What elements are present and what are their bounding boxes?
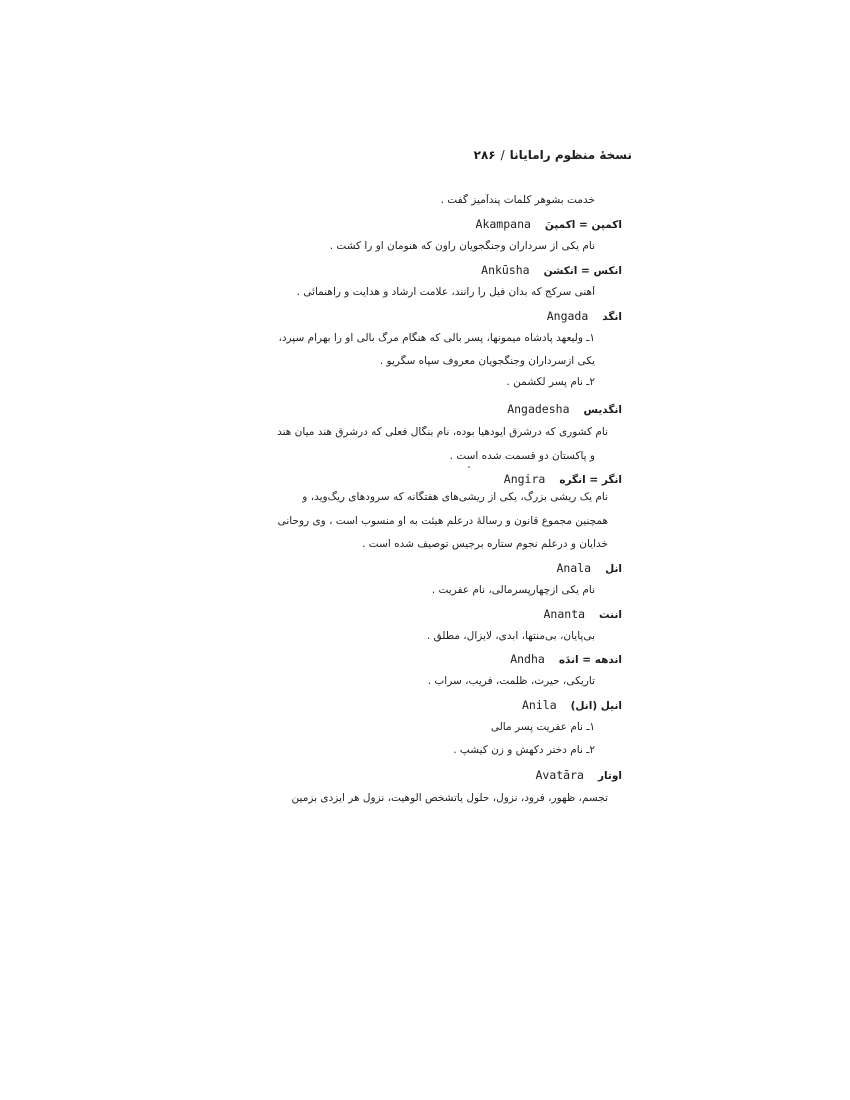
entry-line: تاریکی، حیرت، ظلمت، فریب، سراب . [427,675,595,687]
entry-line: نام یک ریشی بزرگ، یکی از ریشی‌های هفتگانه که سرودهای ریگ‌وید، و [302,491,608,503]
entry-line: خدایان و درعلم نجوم ستاره برجیس توصیف شده است . [362,538,608,550]
headword [476,217,622,231]
headword-latin: Anala [556,561,592,575]
headword [507,402,622,416]
headword [535,768,622,782]
headword-persian: اندهه = اندَه [558,654,622,666]
entry-line: ۲ـ نام پسر لکشمن . [506,376,595,388]
headword [556,561,622,575]
headword [547,309,622,323]
header-separator: / [500,148,505,162]
entry-line: ۱ـ ولیعهد پادشاه میمونها، پسر بالی که هنگام مرگ بالی او را بهرام سپرد، [278,332,595,344]
headword-latin: Angira [503,472,546,486]
entry-line: همچنین مجموع قانون و رسالهٔ درعلم هیئت به او منسوب است ، وی روحانی [277,515,608,527]
headword-persian: انکس = انکشن [543,265,622,277]
page-number: ۲۸۶ [473,148,496,162]
entry-line: بی‌پایان، بی‌منتها، ابدی، لایزال، مطلق . [426,630,595,642]
headword-latin: Ankūsha [481,263,530,277]
headword-latin: Avatāra [535,768,584,782]
entry-line: نام کشوری که درشرق ایودهیا بوده، نام بنگال فعلی که درشرق هند میان هند [277,426,608,438]
headword-latin: Anila [522,698,557,712]
headword-persian: انل [605,563,622,575]
headword-persian: انگر = انگره [559,474,622,486]
headword [510,652,622,666]
running-title: نسخهٔ منظوم رامایانا [509,148,632,162]
headword-latin: Ananta [543,607,586,621]
headword [504,472,622,486]
headword-persian: انیل (انل) [570,700,622,712]
headword-latin: Angada [546,309,589,323]
headword-latin: Angadesha [507,402,570,416]
headword-latin: Akampana [475,217,531,231]
headword-persian: اننت [599,609,622,621]
headword-persian: اوتار [597,770,622,782]
entry-line: و پاکستان دو قسمت شده است . [449,450,595,462]
headword-persian: انگدیس [583,404,622,416]
entry-line: آهنی سرکج که بدان فیل را رانند، علامت ارشاد و هدایت و راهنمائی . [296,286,595,298]
entry-line: خدمت بشوهر کلمات پندآمیز گفت . [440,194,595,206]
headword [522,698,622,712]
headword-persian: انگد [602,311,622,323]
entry-line: یکی ازسرداران وجنگجویان معروف سپاه سگریو . [379,355,595,367]
entry-line: نام یکی ازچهارپسرمالی، نام عفریت . [431,584,595,596]
headword-latin: Andha [510,652,545,666]
headword [544,607,623,621]
headword [481,263,622,277]
scan-speck [468,466,470,468]
entry-line: ۱ـ نام عفریت پسر مالی [490,721,595,733]
entry-line: تجسم، ظهور، فرود، نزول، حلول یاتشخص الوهیت، نزول هر ایزدی بزمین [291,792,608,804]
entry-line: نام یکی از سرداران وجنگجویان راون که هنومان او را کشت . [329,240,595,252]
entry-line: ۲ـ نام دختر دکهش و زن کیشپ . [453,744,595,756]
headword-persian: اکمپن = اکمپنَ [544,219,622,231]
